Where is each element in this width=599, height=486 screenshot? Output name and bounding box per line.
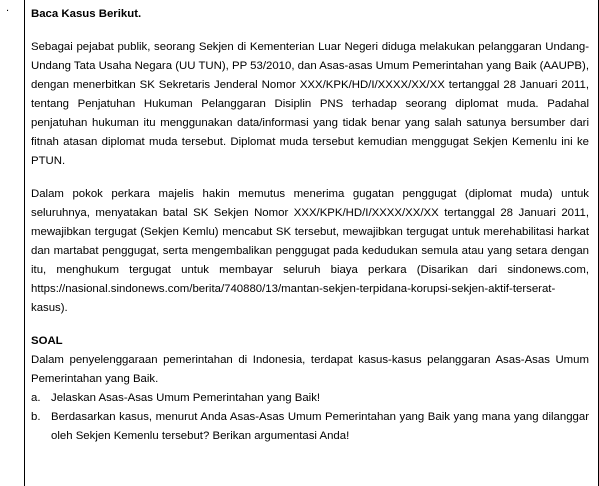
question-text: Jelaskan Asas-Asas Umum Pemerintahan yang Baik! bbox=[51, 392, 321, 404]
question-item bbox=[31, 389, 589, 408]
question-item bbox=[31, 408, 589, 446]
row-number-cell bbox=[0, 0, 24, 486]
question-marker: a. bbox=[31, 392, 41, 404]
question-text: Berdasarkan kasus, menurut Anda Asas-Asas Umum Pemerintahan yang Baik yang mana yang dilanggar oleh Sekjen Kemenlu tersebut? Berikan argumentasi Anda! bbox=[51, 411, 589, 442]
case-paragraph-1: Sebagai pejabat publik, seorang Sekjen di Kementerian Luar Negeri diduga melakukan pelanggaran Undang-Undang Tata Usaha Negara (UU TUN), PP 53/2010, dan Asas-asas Umum Pemerintahan yang Baik (AAUPB), dengan menerbitkan SK Sekretaris Jenderal Nomor XXX/KPK/HD/I/XXXX/XX/XX tertanggal 28 Januari 2011, tentang Penjatuhan Hukuman Pelanggaran Disiplin PNS terhadap seorang diplomat muda. Padahal penjatuhan hukuman itu menggunakan data/informasi yang tidak benar yang salah satunya bersumber dari fitnah atasan diplomat muda tersebut. Diplomat muda tersebut kemudian menggugat Sekjen Kemenlu ini ke PTUN. bbox=[31, 41, 589, 167]
case-heading: Baca Kasus Berikut. bbox=[31, 8, 142, 20]
soal-intro: Dalam penyelenggaraan pemerintahan di Indonesia, terdapat kasus-kasus pelanggaran Asas-Asas Umum Pemerintahan yang Baik. bbox=[31, 354, 589, 385]
table-divider-left bbox=[24, 0, 25, 486]
row-number: . bbox=[6, 2, 10, 14]
question-marker: b. bbox=[31, 411, 41, 423]
case-paragraph-2: Dalam pokok perkara majelis hakin memutus menerima gugatan penggugat (diplomat muda) untuk seluruhnya, menyatakan batal SK Sekjen Nomor XXX/KPK/HD/I/XXXX/XX/XX tertanggal 28 Januari 2011, mewajibkan tergugat (Sekjen Kemlu) mencabut SK tersebut, mewajibkan tergugat untuk merehabilitasi harkat dan martabat penggugat, serta mengembalikan penggugat pada kedudukan semula atau yang setara dengan itu, menghukum tergugat untuk membayar seluruh biaya perkara (Disarikan dari sindonews.com, https://nasional.sindonews.com/berita/740880/13/mantan-sekjen-terpidana-korupsi-sekjen-aktif-terserat-kasus). bbox=[31, 188, 589, 314]
content-cell bbox=[31, 5, 589, 446]
question-list bbox=[31, 389, 589, 446]
soal-heading: SOAL bbox=[31, 335, 63, 347]
